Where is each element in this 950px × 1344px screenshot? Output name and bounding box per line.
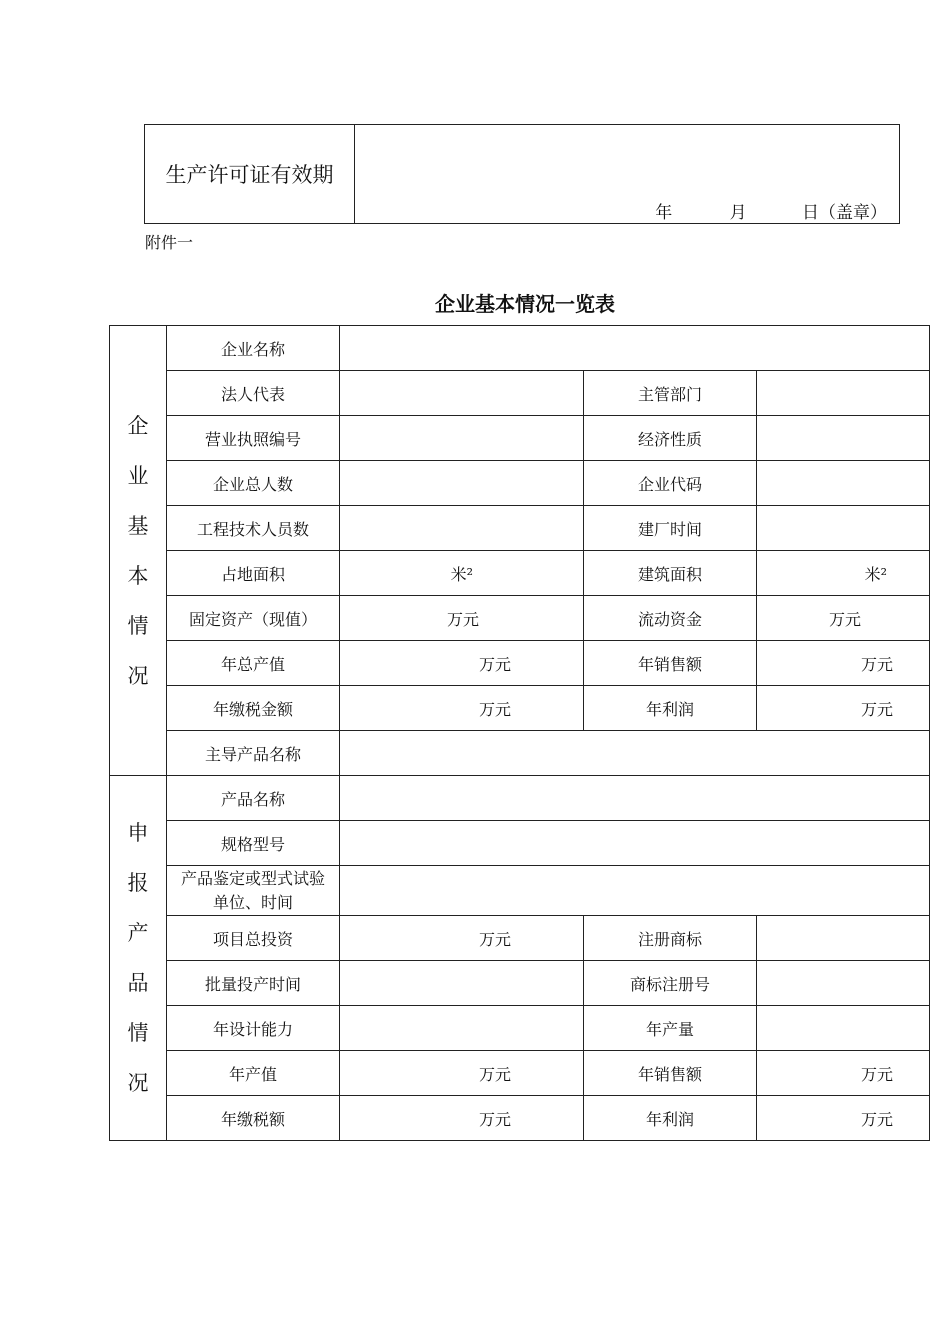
test-unit-field[interactable] <box>340 866 930 916</box>
section-declared-product: 申 报 产 品 情 况 <box>110 776 167 1141</box>
year-label: 年 <box>655 203 673 223</box>
page-title: 企业基本情况一览表 <box>435 292 615 316</box>
company-code-label: 企业代码 <box>584 461 757 506</box>
annual-output-label: 年总产值 <box>167 641 340 686</box>
economic-nature-label: 经济性质 <box>584 416 757 461</box>
product-name-field[interactable] <box>340 776 930 821</box>
company-name-field[interactable] <box>340 326 930 371</box>
investment-label: 项目总投资 <box>167 916 340 961</box>
product-annual-tax-field[interactable]: 万元 <box>340 1096 584 1141</box>
spec-model-label: 规格型号 <box>167 821 340 866</box>
license-validity-table <box>144 124 900 224</box>
trademark-no-label: 商标注册号 <box>584 961 757 1006</box>
investment-field[interactable]: 万元 <box>340 916 584 961</box>
product-annual-sales-label: 年销售额 <box>584 1051 757 1096</box>
annual-volume-label: 年产量 <box>584 1006 757 1051</box>
trademark-label: 注册商标 <box>584 916 757 961</box>
annual-sales-label: 年销售额 <box>584 641 757 686</box>
total-staff-label: 企业总人数 <box>167 461 340 506</box>
spec-model-field[interactable] <box>340 821 930 866</box>
license-no-field[interactable] <box>340 416 584 461</box>
total-staff-field[interactable] <box>340 461 584 506</box>
mass-prod-time-field[interactable] <box>340 961 584 1006</box>
land-area-field[interactable]: 米² <box>340 551 584 596</box>
founded-field[interactable] <box>757 506 930 551</box>
license-no-label: 营业执照编号 <box>167 416 340 461</box>
annual-sales-field[interactable]: 万元 <box>757 641 930 686</box>
product-annual-profit-label: 年利润 <box>584 1096 757 1141</box>
annual-tax-field[interactable]: 万元 <box>340 686 584 731</box>
attachment-label: 附件一 <box>145 233 194 252</box>
building-area-field[interactable]: 米² <box>757 551 930 596</box>
mass-prod-time-label: 批量投产时间 <box>167 961 340 1006</box>
test-unit-label <box>167 866 340 916</box>
economic-nature-field[interactable] <box>757 416 930 461</box>
tech-staff-field[interactable] <box>340 506 584 551</box>
license-validity-date-cell[interactable] <box>355 125 900 224</box>
company-name-label: 企业名称 <box>167 326 340 371</box>
tech-staff-label: 工程技术人员数 <box>167 506 340 551</box>
current-funds-field[interactable]: 万元 <box>757 596 930 641</box>
annual-value-label: 年产值 <box>167 1051 340 1096</box>
month-label: 月 <box>729 203 747 223</box>
annual-profit-field[interactable]: 万元 <box>757 686 930 731</box>
current-funds-label: 流动资金 <box>584 596 757 641</box>
product-annual-profit-field[interactable]: 万元 <box>757 1096 930 1141</box>
fixed-assets-field[interactable]: 万元 <box>340 596 584 641</box>
main-products-label: 主导产品名称 <box>167 731 340 776</box>
product-name-label: 产品名称 <box>167 776 340 821</box>
legal-rep-field[interactable] <box>340 371 584 416</box>
supervisor-label: 主管部门 <box>584 371 757 416</box>
test-unit-label-line1: 产品鉴定或型式试验 <box>180 868 325 888</box>
trademark-field[interactable] <box>757 916 930 961</box>
license-validity-label: 生产许可证有效期 <box>145 125 355 224</box>
annual-profit-label: 年利润 <box>584 686 757 731</box>
annual-volume-field[interactable] <box>757 1006 930 1051</box>
fixed-assets-label: 固定资产（现值） <box>167 596 340 641</box>
building-area-label: 建筑面积 <box>584 551 757 596</box>
land-area-label: 占地面积 <box>167 551 340 596</box>
annual-value-field[interactable]: 万元 <box>340 1051 584 1096</box>
annual-output-field[interactable]: 万元 <box>340 641 584 686</box>
annual-tax-label: 年缴税金额 <box>167 686 340 731</box>
legal-rep-label: 法人代表 <box>167 371 340 416</box>
founded-label: 建厂时间 <box>584 506 757 551</box>
main-products-field[interactable] <box>340 731 930 776</box>
section-company-basic: 企 业 基 本 情 况 <box>110 326 167 776</box>
design-capacity-field[interactable] <box>340 1006 584 1051</box>
trademark-no-field[interactable] <box>757 961 930 1006</box>
design-capacity-label: 年设计能力 <box>167 1006 340 1051</box>
test-unit-label-line2: 单位、时间 <box>212 892 293 912</box>
day-seal-label: 日（盖章） <box>802 203 887 223</box>
supervisor-field[interactable] <box>757 371 930 416</box>
company-info-table <box>109 325 930 1141</box>
product-annual-sales-field[interactable]: 万元 <box>757 1051 930 1096</box>
company-code-field[interactable] <box>757 461 930 506</box>
product-annual-tax-label: 年缴税额 <box>167 1096 340 1141</box>
